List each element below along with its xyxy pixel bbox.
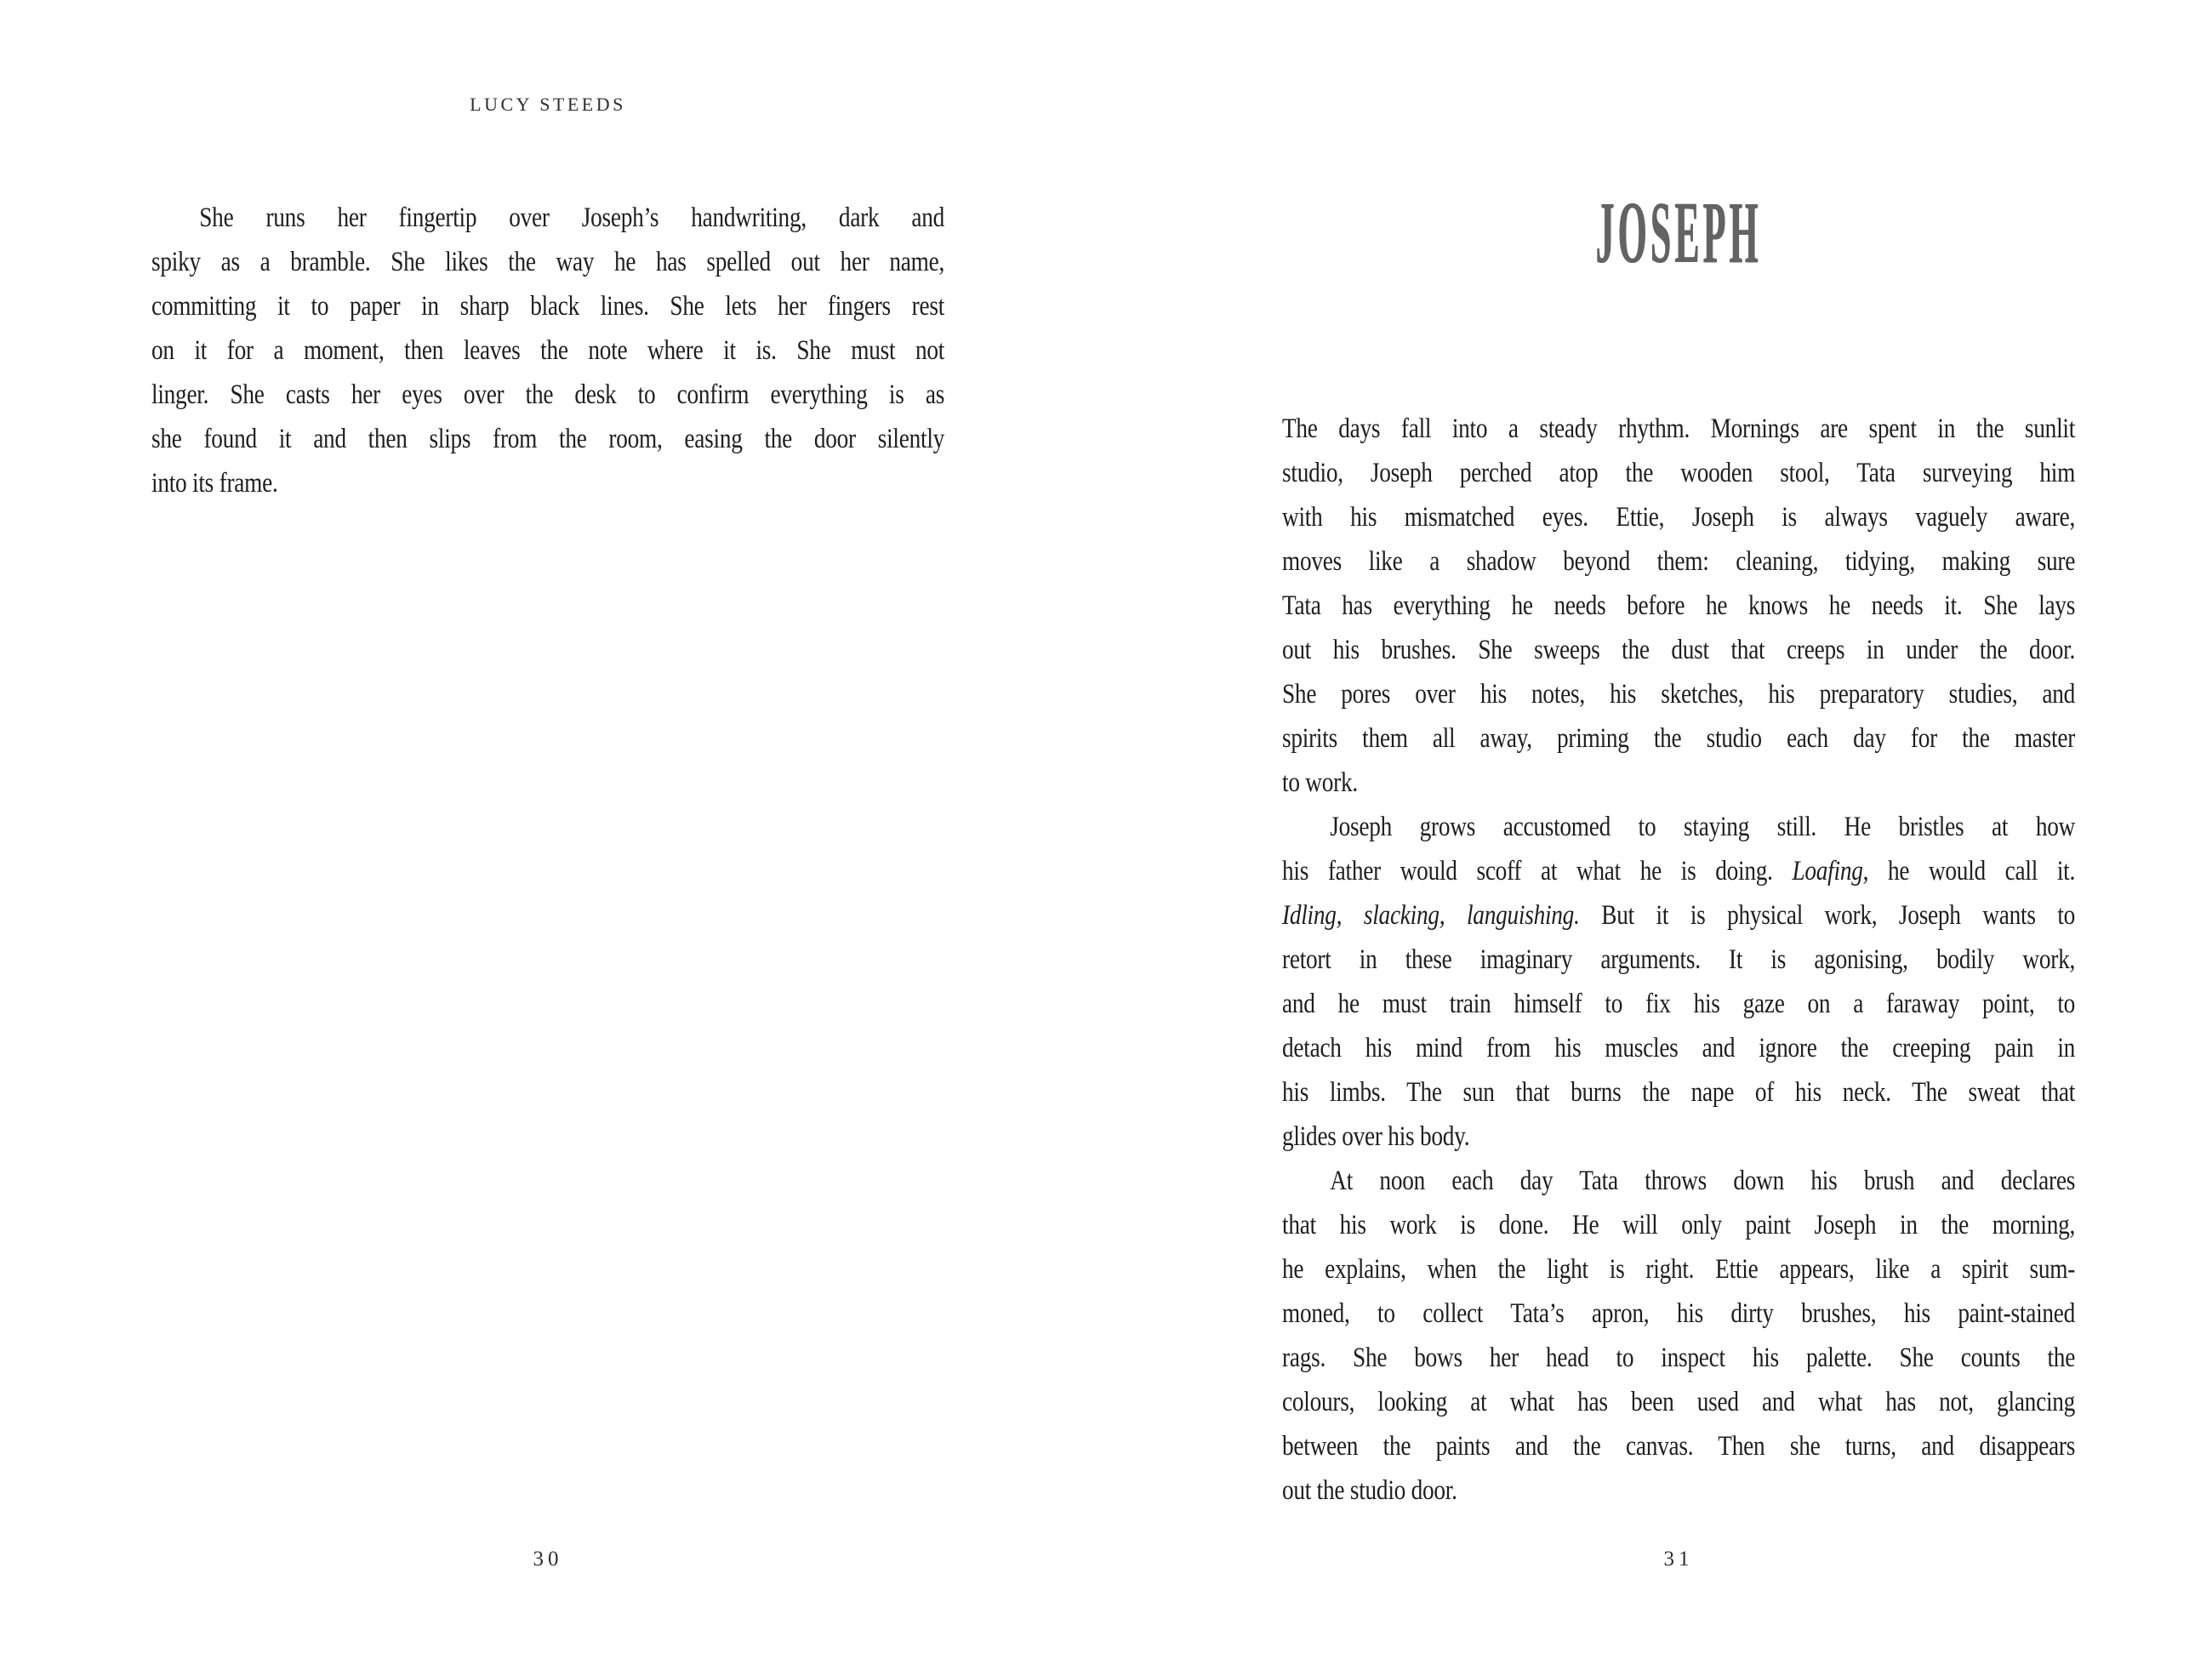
text-segment: that his work is done. He will only paint Joseph in the morning, [1282,1210,2076,1240]
text-line [1282,539,2075,584]
text-line [1282,938,2075,982]
text-line [1282,451,2075,495]
text-line [1282,1115,2075,1159]
text-segment: on it for a moment, then leaves the note where it is. She must not [151,335,945,366]
text-line [1282,982,2075,1026]
chapter-title [1282,184,2075,297]
text-line [151,328,944,373]
right-page [1282,0,2075,1659]
text-line [1282,716,2075,761]
text-segment: spiky as a bramble. She likes the way he has spelled out her name, [151,247,945,277]
text-segment: between the paints and the canvas. Then she turns, and disappears [1282,1431,2076,1462]
text-line [1282,1336,2075,1380]
text-segment: retort in these imaginary arguments. It is agonising, bodily work, [1282,944,2076,975]
text-line [1282,1159,2075,1203]
text-segment: into its frame. [151,468,278,499]
italic-text-segment: Loafing [1792,856,1863,887]
text-line [1282,1380,2075,1424]
text-line [1282,1468,2075,1513]
left-page [151,0,944,1659]
text-line [151,417,944,461]
left-page-number: 30 [533,1548,563,1571]
chapter-title-text: JOSEPH [1595,184,1762,282]
text-line [1282,628,2075,672]
text-line [1282,672,2075,716]
text-segment: his limbs. The sun that burns the nape of his neck. The sweat that [1282,1077,2076,1108]
text-line [1282,1026,2075,1070]
running-header: LUCY STEEDS [470,94,626,115]
text-line [1282,1203,2075,1247]
right-page-body [1282,407,2075,1513]
text-segment: his father would scoff at what he is doing. [1282,856,1793,887]
text-line [1282,407,2075,451]
text-segment: and he must train himself to fix his gaze on a faraway point, to [1282,989,2076,1019]
text-line [151,284,944,328]
text-segment: committing it to paper in sharp black lines. She lets her fingers rest [151,291,945,322]
text-line [1282,1291,2075,1336]
text-line [151,461,944,505]
text-segment: She pores over his notes, his sketches, his preparatory studies, and [1282,679,2076,710]
text-line [1282,849,2075,893]
text-segment: moned, to collect Tata’s apron, his dirty brushes, his paint-stained [1282,1298,2076,1329]
italic-text-segment: Idling, slacking, languishing. [1282,900,1580,931]
text-segment: he explains, when the light is right. Ettie appears, like a spirit sum- [1282,1254,2076,1285]
text-segment: She runs her fingertip over Joseph’s handwriting, dark and [199,202,945,233]
text-line [151,373,944,417]
text-segment: studio, Joseph perched atop the wooden stool, Tata surveying him [1282,458,2076,488]
text-line [1282,1247,2075,1291]
text-line [1282,584,2075,628]
text-line [151,240,944,284]
text-segment: linger. She casts her eyes over the desk to confirm everything is as [151,379,945,410]
text-segment: , he would call it. [1862,856,2076,887]
text-segment: glides over his body. [1282,1121,1470,1152]
text-line [1282,893,2075,938]
left-page-body [151,196,944,505]
text-line [1282,495,2075,539]
text-line [1282,1424,2075,1468]
text-segment: The days fall into a steady rhythm. Mornings are spent in the sunlit [1282,413,2076,444]
text-line [1282,1070,2075,1115]
text-segment: out the studio door. [1282,1475,1457,1506]
right-page-number: 31 [1663,1548,1694,1571]
text-segment: out his brushes. She sweeps the dust that creeps in under the door. [1282,635,2076,665]
text-segment: detach his mind from his muscles and ignore the creeping pain in [1282,1033,2076,1063]
text-segment: But it is physical work, Joseph wants to [1579,900,2076,931]
text-segment: colours, looking at what has been used and what has not, glancing [1282,1387,2076,1417]
text-segment: moves like a shadow beyond them: cleaning, tidying, making sure [1282,546,2076,577]
text-segment: Joseph grows accustomed to staying still. He bristles at how [1330,812,2076,842]
text-line [1282,761,2075,805]
text-segment: she found it and then slips from the room, easing the door silently [151,424,945,454]
text-line [1282,805,2075,849]
text-line [151,196,944,240]
text-segment: Tata has everything he needs before he knows he needs it. She lays [1282,590,2076,621]
text-segment: spirits them all away, priming the studio each day for the master [1282,723,2076,754]
text-segment: rags. She bows her head to inspect his palette. She counts the [1282,1343,2076,1373]
text-segment: to work. [1282,767,1358,798]
text-segment: with his mismatched eyes. Ettie, Joseph is always vaguely aware, [1282,502,2076,533]
text-segment: At noon each day Tata throws down his brush and declares [1330,1166,2076,1196]
